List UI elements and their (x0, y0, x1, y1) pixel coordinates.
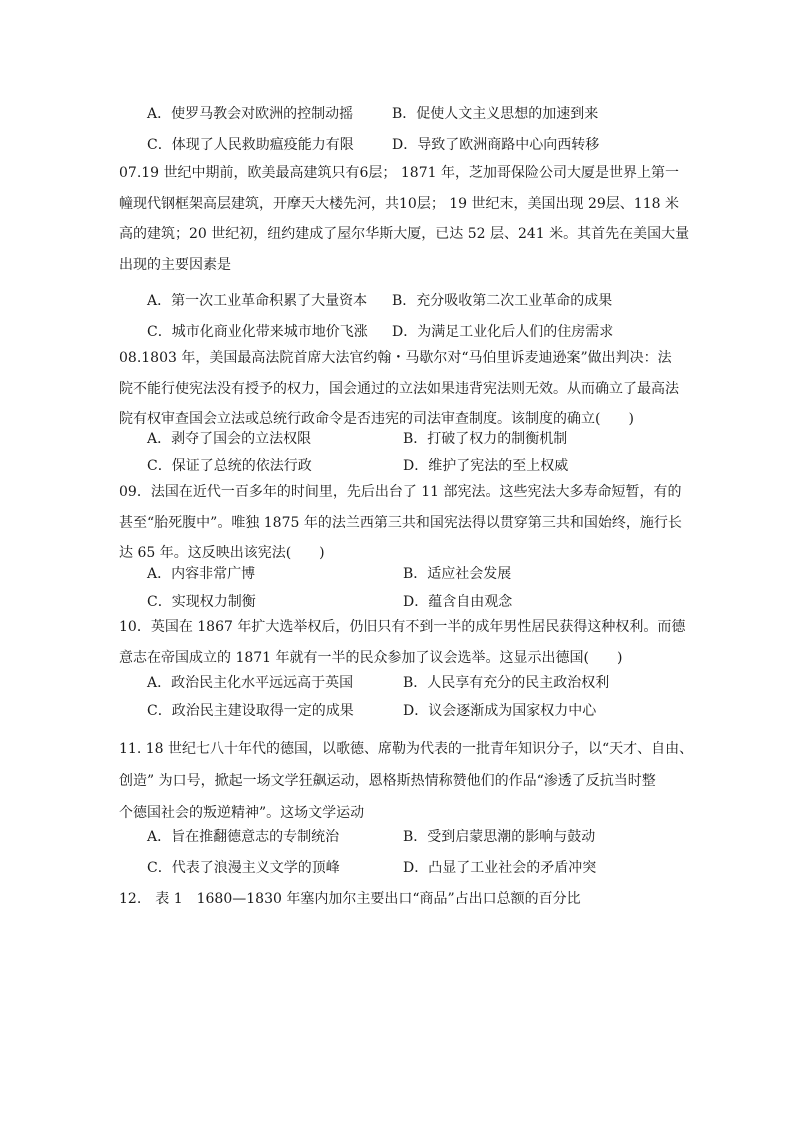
q09-line: 09．法国在近代一百多年的时间里，先后出台了 11 部宪法。这些宪法大多寿命短暂，有的 (119, 484, 682, 500)
q09-line: 达 65 年。这反映出该宪法( ) (119, 545, 325, 561)
q07-line: 幢现代钢框架高层建筑，开摩天大楼先河，共10层； 19 世纪末，美国出现 29层、118 米 (119, 195, 679, 212)
q10-line: 意志在帝国成立的 1871 年就有一半的民众参加了议会选举。这显示出德国( ) (119, 649, 623, 666)
q07-stem (119, 158, 690, 280)
q08-stem (119, 343, 679, 435)
q10-option-b: B．人民享有充分的民主政治权利 (403, 675, 610, 691)
q09-option-c: C．实现权力制衡 (147, 594, 256, 610)
q09-line: 甚至“胎死腹中”。唯独 1875 年的法兰西第三共和国宪法得以贯穿第三共和国始终，施行长 (119, 514, 682, 531)
q10-option-c: C．政治民主建设取得一定的成果 (147, 703, 354, 719)
q09-option-a: A．内容非常广博 (147, 566, 256, 582)
q06-option-d: D．导致了欧洲商路中心向西转移 (392, 137, 600, 153)
q08-option-c: C．保证了总统的依法行政 (147, 458, 312, 474)
q11-line: 创造” 为口号，掀起一场文学狂飙运动，恩格斯热情称赞他们的作品“渗透了反抗当时整 (119, 773, 656, 789)
q11-line: 11. 18 世纪七八十年代的德国，以歌德、席勒为代表的一批青年知识分子，以“天才、自由、 (119, 741, 694, 757)
q09-option-d: D．蕴含自由观念 (403, 594, 513, 610)
q08-line: 院有权审查国会立法或总统行政命令是否违宪的司法审查制度。该制度的确立( ) (119, 411, 634, 427)
q08-line: 院不能行使宪法没有授予的权力，国会通过的立法如果违背宪法则无效。从而确立了最高法 (119, 380, 679, 397)
q11-option-a: A．旨在推翻德意志的专制统治 (147, 829, 340, 845)
q09-option-b: B．适应社会发展 (403, 566, 512, 582)
q07-option-d: D．为满足工业化后人们的住房需求 (392, 324, 614, 340)
q07-option-b: B．充分吸收第二次工业革命的成果 (392, 293, 613, 309)
q06-option-c: C．体现了人民救助瘟疫能力有限 (147, 137, 354, 153)
q08-option-a: A．剥夺了国会的立法权限 (147, 431, 312, 447)
q11-option-c: C．代表了浪漫主义文学的顶峰 (147, 860, 340, 876)
q07-option-a: A．第一次工业革命积累了大量资本 (147, 293, 368, 309)
q11-option-b: B．受到启蒙思潮的影响与鼓动 (403, 829, 596, 845)
q08-line: 08.1803 年，美国最高法院首席大法官约翰・马歇尔对“马伯里诉麦迪逊案”做出判决：法 (119, 350, 672, 366)
q06-option-a: A．使罗马教会对欧洲的控制动摇 (147, 106, 354, 122)
q09-stem (119, 477, 682, 569)
q12-table-caption: 12. 表 1 1680—1830 年塞内加尔主要出口“商品”占出口总额的百分比 (119, 891, 581, 907)
q07-option-c: C．城市化商业化带来城市地价飞涨 (147, 324, 368, 340)
q10-stem (119, 612, 686, 673)
q07-line: 07.19 世纪中期前，欧美最高建筑只有6层； 1871 年，芝加哥保险公司大厦是世界上第一 (119, 165, 679, 181)
q11-option-d: D．凸显了工业社会的矛盾冲突 (403, 860, 597, 876)
q06-option-b: B．促使人文主义思想的加速到来 (392, 106, 599, 122)
q07-line: 出现的主要因素是 (119, 256, 231, 273)
q10-line: 10．英国在 1867 年扩大选举权后，仍旧只有不到一半的成年男性居民获得这种权利。而德 (119, 619, 686, 635)
q10-option-d: D．议会逐渐成为国家权力中心 (403, 703, 597, 719)
q10-option-a: A．政治民主化水平远远高于英国 (147, 675, 354, 691)
q08-option-b: B．打破了权力的制衡机制 (403, 431, 568, 447)
q11-line: 个德国社会的叛逆精神”。这场文学运动 (119, 805, 365, 821)
q07-line: 高的建筑；20 世纪初，纽约建成了屋尔华斯大厦，已达 52 层、241 米。其首先在美国大量 (119, 226, 690, 242)
q08-option-d: D．维护了宪法的至上权威 (403, 458, 569, 474)
q11-stem (119, 733, 694, 829)
